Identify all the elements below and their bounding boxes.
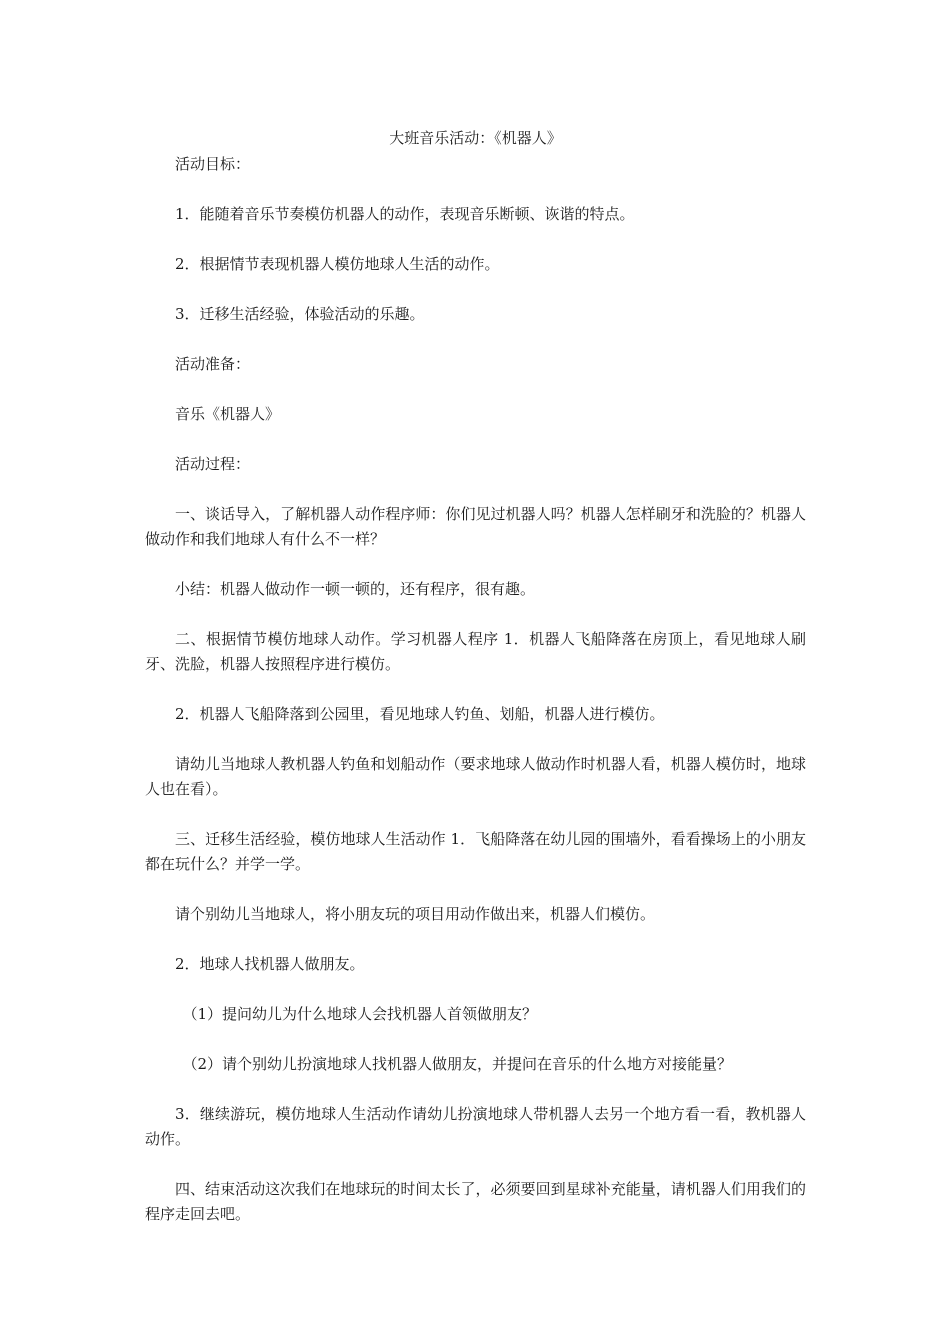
process-step-1: 一、谈话导入，了解机器人动作程序师：你们见过机器人吗？机器人怎样刷牙和洗脸的？机器人做动作和我们地球人有什么不一样？ bbox=[145, 505, 806, 548]
process-question-1: （1）提问幼儿为什么地球人会找机器人首领做朋友？ bbox=[182, 1005, 538, 1023]
document-body bbox=[145, 152, 806, 1252]
preparation-item: 音乐《机器人》 bbox=[175, 405, 281, 423]
process-step-3-note: 请个别幼儿当地球人，将小朋友玩的项目用动作做出来，机器人们模仿。 bbox=[175, 905, 656, 923]
section-heading-process: 活动过程： bbox=[175, 455, 251, 473]
process-step-2-note: 请幼儿当地球人教机器人钓鱼和划船动作（要求地球人做动作时机器人看，机器人模仿时，地球人也在看）。 bbox=[145, 755, 806, 798]
process-step-3-item-2: 2．地球人找机器人做朋友。 bbox=[175, 955, 365, 973]
process-question-2: （2）请个别幼儿扮演地球人找机器人做朋友，并提问在音乐的什么地方对接能量？ bbox=[182, 1055, 733, 1073]
section-heading-preparation: 活动准备： bbox=[175, 355, 251, 373]
process-step-4: 四、结束活动这次我们在地球玩的时间太长了，必须要回到星球补充能量，请机器人们用我们的程序走回去吧。 bbox=[145, 1180, 806, 1223]
goal-item-1: 1．能随着音乐节奏模仿机器人的动作，表现音乐断顿、诙谐的特点。 bbox=[175, 205, 635, 223]
section-heading-goals: 活动目标： bbox=[175, 155, 251, 173]
process-step-2: 二、根据情节模仿地球人动作。学习机器人程序 1．机器人飞船降落在房顶上，看见地球人刷牙、洗脸，机器人按照程序进行模仿。 bbox=[145, 630, 806, 673]
process-step-3: 三、迁移生活经验，模仿地球人生活动作 1．飞船降落在幼儿园的围墙外，看看操场上的小朋友都在玩什么？并学一学。 bbox=[145, 830, 806, 873]
process-step-2-item-2: 2．机器人飞船降落到公园里，看见地球人钓鱼、划船，机器人进行模仿。 bbox=[175, 705, 665, 723]
process-summary: 小结：机器人做动作一顿一顿的，还有程序，很有趣。 bbox=[175, 580, 536, 598]
document-title: 大班音乐活动：《机器人》 bbox=[389, 129, 562, 147]
process-step-3-item-3: 3．继续游玩，模仿地球人生活动作请幼儿扮演地球人带机器人去另一个地方看一看，教机器人动作。 bbox=[145, 1105, 806, 1148]
goal-item-3: 3．迁移生活经验，体验活动的乐趣。 bbox=[175, 305, 425, 323]
goal-item-2: 2．根据情节表现机器人模仿地球人生活的动作。 bbox=[175, 255, 500, 273]
